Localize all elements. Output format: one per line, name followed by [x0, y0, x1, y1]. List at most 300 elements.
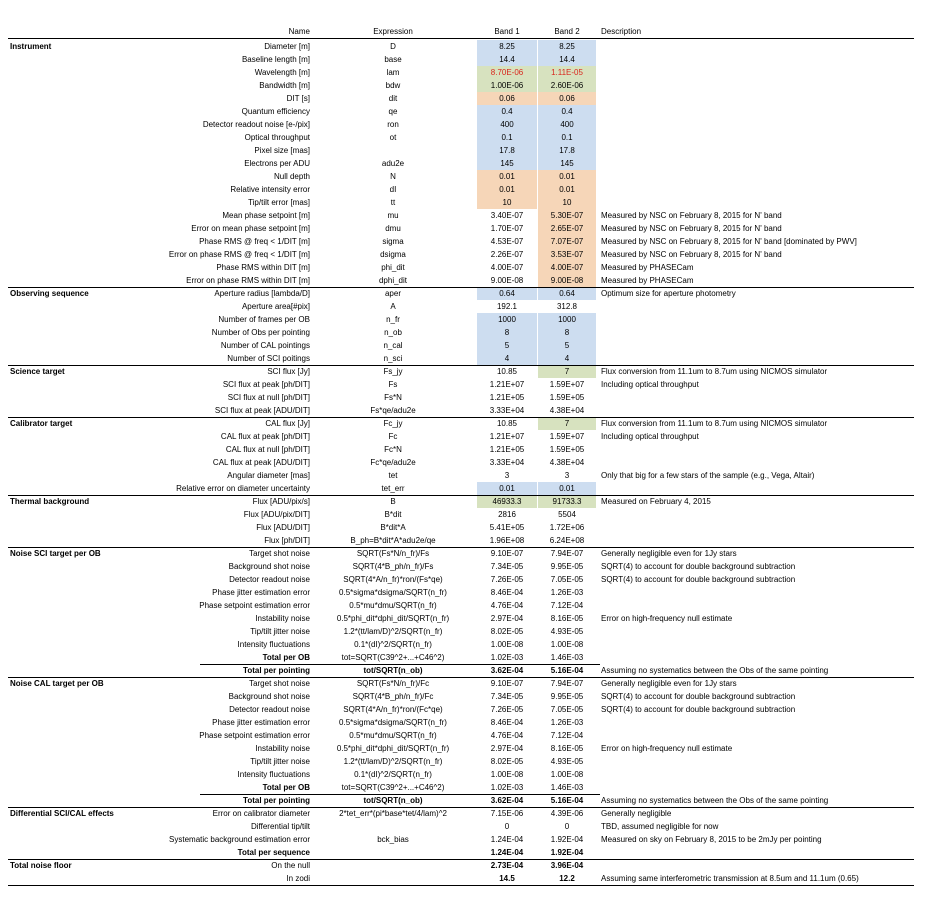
band1-value: 1.21E+05 [489, 393, 525, 402]
band1-value: 2.26E-07 [490, 250, 524, 259]
row-name: Aperture area[#pix] [241, 302, 310, 311]
row-description: Measured by NSC on February 8, 2015 for N' band [dominated by PWV] [601, 237, 857, 246]
row-description [601, 92, 926, 105]
row-description [601, 482, 926, 495]
table-row [0, 144, 926, 157]
section-label: Noise CAL target per OB [10, 679, 104, 688]
row-expression: dit [388, 94, 398, 103]
table-row [0, 209, 926, 222]
band1-value: 1.02E-03 [490, 783, 524, 792]
band1-value: 7.34E-05 [490, 692, 524, 701]
row-expression: base [384, 55, 402, 64]
row-description: Assuming same interferometric transmission at 8.5um and 11.1um (0.65) [601, 874, 859, 883]
row-expression: adu2e [381, 159, 405, 168]
band1-value: 8 [477, 326, 537, 339]
band1-value: 10 [477, 196, 537, 209]
row-expression [310, 859, 476, 872]
row-name: Detector readout noise [229, 575, 310, 584]
row-description: Measured by PHASECam [601, 263, 694, 272]
table-row [0, 482, 926, 495]
band2-value: 2.60E-06 [538, 79, 596, 92]
row-description [601, 170, 926, 183]
band2-value: 9.95E-05 [550, 562, 584, 571]
row-name: Flux [ph/DIT] [264, 536, 310, 545]
row-description: Optimum size for aperture photometry [601, 289, 736, 298]
band2-value: 8 [538, 326, 596, 339]
row-name: Tip/tilt error [mas] [248, 198, 310, 207]
row-expression: 0.1*(dI)^2/SQRT(n_fr) [354, 640, 432, 649]
band2-value: 1.92E-04 [550, 835, 584, 844]
row-expression: 0.5*mu*dmu/SQRT(n_fr) [349, 731, 437, 740]
row-expression: Fs_jy [383, 367, 403, 376]
row-expression: SQRT(4*B_ph/n_fr)/Fc [352, 692, 434, 701]
table-row [0, 443, 926, 456]
row-expression: SQRT(Fs*N/n_fr)/Fs [356, 549, 430, 558]
band1-value: 1.21E+07 [489, 380, 525, 389]
band2-value: 0.4 [538, 105, 596, 118]
band2-value: 1.59E+05 [549, 393, 585, 402]
table-row [0, 170, 926, 183]
row-name: Tip/tilt jitter noise [250, 627, 310, 636]
row-expression: 0.5*mu*dmu/SQRT(n_fr) [349, 601, 437, 610]
band2-value: 0.01 [538, 482, 596, 495]
row-name: Null depth [273, 172, 310, 181]
band2-value: 5.16E-04 [550, 666, 584, 675]
row-name: Error on mean phase setpoint [m] [191, 224, 310, 233]
table-row [0, 417, 926, 430]
band1-value: 8.70E-06 [477, 66, 537, 79]
table-row [0, 586, 926, 599]
row-description [601, 599, 926, 612]
band1-value: 3 [504, 471, 510, 480]
row-expression: tt [390, 198, 396, 207]
row-expression: dI [389, 185, 397, 194]
band2-value: 0.01 [538, 170, 596, 183]
band2-value: 4.93E-05 [550, 757, 584, 766]
row-description [601, 456, 926, 469]
row-name: In zodi [286, 874, 310, 883]
table-row [0, 768, 926, 781]
band1-value: 145 [477, 157, 537, 170]
row-name: Instability noise [255, 744, 310, 753]
row-description: Flux conversion from 11.1um to 8.7um using NICMOS simulator [601, 419, 828, 428]
table-row [0, 235, 926, 248]
band2-value: 7.12E-04 [550, 601, 584, 610]
table-row [0, 53, 926, 66]
band1-value: 3.40E-07 [490, 211, 524, 220]
row-description [601, 625, 926, 638]
band1-value: 1.00E-08 [490, 640, 524, 649]
band2-value: 0.64 [538, 287, 596, 300]
band2-value: 8.16E-05 [550, 614, 584, 623]
row-expression: 1.2*(tt/lam/D)^2/SQRT(n_fr) [343, 757, 443, 766]
row-expression: B [390, 497, 396, 506]
row-description [601, 859, 926, 872]
row-name: Phase RMS @ freq < 1/DIT [m] [199, 237, 310, 246]
row-expression: Fs*N [384, 393, 402, 402]
band1-value: 14.5 [499, 874, 515, 883]
row-expression: bdw [385, 81, 401, 90]
row-description: Flux conversion from 11.1um to 8.7um using NICMOS simulator [601, 367, 828, 376]
row-expression: n_sci [383, 354, 403, 363]
section-rule [8, 495, 914, 496]
row-expression: n_fr [386, 315, 400, 324]
band2-value: 1.72E+06 [549, 523, 585, 532]
table-row [0, 625, 926, 638]
row-description: SQRT(4) to account for double background subtraction [601, 575, 796, 584]
table-row [0, 365, 926, 378]
table-row [0, 183, 926, 196]
row-expression: ot [389, 133, 397, 142]
row-description: Generally negligible even for 1Jy stars [601, 679, 737, 688]
row-expression: qe [388, 107, 398, 116]
table-row [0, 729, 926, 742]
band2-value: 7.05E-05 [550, 705, 584, 714]
band1-value: 4.53E-07 [490, 237, 524, 246]
row-name: Tip/tilt jitter noise [250, 757, 310, 766]
band2-value: 1.59E+07 [549, 380, 585, 389]
band1-value: 0.4 [477, 105, 537, 118]
row-description [601, 755, 926, 768]
band2-value: 0.06 [538, 92, 596, 105]
row-name: Relative error on diameter uncertainty [176, 484, 310, 493]
row-description [601, 183, 926, 196]
row-description [601, 781, 926, 794]
band1-value: 46933.3 [477, 495, 537, 508]
row-expression [310, 846, 476, 859]
section-label: Instrument [10, 42, 52, 51]
row-name: Intensity fluctuations [237, 770, 310, 779]
row-expression: dmu [385, 224, 401, 233]
table-row [0, 599, 926, 612]
table-row [0, 92, 926, 105]
band1-value: 192.1 [496, 302, 518, 311]
row-name: CAL flux at peak [ADU/DIT] [212, 458, 310, 467]
band2-value: 5.16E-04 [550, 796, 584, 805]
row-name: Error on phase RMS @ freq < 1/DIT [m] [168, 250, 310, 259]
row-name: Phase setpoint estimation error [199, 731, 310, 740]
band2-value: 91733.3 [538, 495, 596, 508]
row-description: Assuming no systematics between the Obs of the same pointing [601, 666, 829, 675]
row-name: Systematic background estimation error [169, 835, 310, 844]
row-name: On the null [271, 861, 310, 870]
row-name: SCI flux [Jy] [267, 367, 310, 376]
band1-value: 14.4 [477, 53, 537, 66]
section-label: Observing sequence [10, 289, 89, 298]
table-row [0, 391, 926, 404]
table-row [0, 872, 926, 885]
row-name: CAL flux at peak [ph/DIT] [220, 432, 310, 441]
band1-value: 10.85 [496, 367, 518, 376]
band1-value: 0.1 [477, 131, 537, 144]
band2-value: 1.92E-04 [550, 848, 584, 857]
band1-value: 0.01 [477, 482, 537, 495]
row-name: Baseline length [m] [241, 55, 310, 64]
row-description: Error on high-frequency null estimate [601, 744, 733, 753]
table-row [0, 521, 926, 534]
band1-value: 7.26E-05 [490, 575, 524, 584]
row-description: SQRT(4) to account for double background subtraction [601, 705, 796, 714]
table-row [0, 495, 926, 508]
band2-value: 4.93E-05 [550, 627, 584, 636]
band2-value: 145 [538, 157, 596, 170]
row-description [601, 768, 926, 781]
table-row [0, 287, 926, 300]
row-description [601, 716, 926, 729]
band2-value: 12.2 [559, 874, 575, 883]
table-row [0, 560, 926, 573]
band1-value: 3.62E-04 [490, 666, 524, 675]
table-row [0, 794, 926, 807]
table-row [0, 547, 926, 560]
row-name: Detector readout noise [229, 705, 310, 714]
band2-value: 312.8 [556, 302, 578, 311]
row-expression: tet [388, 471, 398, 480]
band2-value: 7.94E-07 [550, 679, 584, 688]
row-description [601, 391, 926, 404]
row-expression: N [390, 172, 396, 181]
row-description: Only that big for a few stars of the sample (e.g., Vega, Altair) [601, 471, 815, 480]
band1-value: 1.02E-03 [490, 653, 524, 662]
table-row [0, 105, 926, 118]
row-description: Including optical throughput [601, 432, 699, 441]
row-expression: 0.5*phi_dit*dphi_dit/SQRT(n_fr) [336, 744, 450, 753]
row-expression: SQRT(Fs*N/n_fr)/Fc [356, 679, 430, 688]
band2-value: 4.39E-06 [550, 809, 584, 818]
band2-value: 10 [538, 196, 596, 209]
row-expression: n_ob [384, 328, 402, 337]
section-rule [8, 287, 914, 288]
band1-value: 0.06 [477, 92, 537, 105]
band2-value: 4 [538, 352, 596, 365]
row-description [601, 118, 926, 131]
band1-value: 3.33E+04 [489, 458, 525, 467]
section-rule [8, 807, 914, 808]
band1-value: 0.64 [477, 287, 537, 300]
band2-value: 8.16E-05 [550, 744, 584, 753]
band1-value: 2.97E-04 [490, 614, 524, 623]
row-name: Wavelength [m] [254, 68, 310, 77]
band1-value: 2.97E-04 [490, 744, 524, 753]
table-row [0, 833, 926, 846]
band2-value: 1.59E+07 [549, 432, 585, 441]
row-name: Number of CAL pointings [220, 341, 310, 350]
row-expression: SQRT(4*A/n_fr)*ron/(Fs*qe) [343, 575, 443, 584]
section-rule [8, 859, 914, 860]
row-expression: dsigma [380, 250, 406, 259]
row-expression: A [390, 302, 396, 311]
band2-value: 3.53E-07 [538, 248, 596, 261]
table-row [0, 690, 926, 703]
row-name: Detector readout noise [e-/pix] [202, 120, 310, 129]
row-expression: Fc*qe/adu2e [370, 458, 416, 467]
row-description [601, 521, 926, 534]
row-expression: sigma [382, 237, 404, 246]
band1-value: 17.8 [477, 144, 537, 157]
row-expression: SQRT(4*B_ph/n_fr)/Fs [352, 562, 434, 571]
band2-value: 5 [538, 339, 596, 352]
row-name: Differential tip/tilt [251, 822, 310, 831]
band1-value: 8.02E-05 [490, 757, 524, 766]
row-description [601, 508, 926, 521]
band1-value: 9.10E-07 [490, 549, 524, 558]
band1-value: 8.25 [477, 40, 537, 53]
row-name: CAL flux [Jy] [265, 419, 310, 428]
row-name: Total per OB [262, 783, 310, 792]
section-rule [8, 677, 914, 678]
row-expression: B*dit [384, 510, 402, 519]
row-expression: 1.2*(tt/lam/D)^2/SQRT(n_fr) [343, 627, 443, 636]
row-description [601, 534, 926, 547]
row-description: Generally negligible [601, 809, 672, 818]
band2-value: 4.38E+04 [549, 406, 585, 415]
table-row [0, 807, 926, 820]
table-row [0, 456, 926, 469]
band2-value: 4.38E+04 [549, 458, 585, 467]
band2-value: 2.65E-07 [538, 222, 596, 235]
row-name: Total per sequence [237, 848, 310, 857]
band1-value: 8.46E-04 [490, 718, 524, 727]
table-row [0, 677, 926, 690]
row-description [601, 846, 926, 859]
table-row [0, 196, 926, 209]
row-name: Target shot noise [249, 679, 310, 688]
row-description: Error on high-frequency null estimate [601, 614, 733, 623]
table-row [0, 157, 926, 170]
band2-value: 14.4 [538, 53, 596, 66]
section-label: Calibrator target [10, 419, 73, 428]
header-expression: Expression [373, 27, 413, 36]
band2-value: 7 [538, 365, 596, 378]
band1-value: 9.10E-07 [490, 679, 524, 688]
row-expression: mu [387, 211, 399, 220]
band1-value: 7.26E-05 [490, 705, 524, 714]
row-expression [310, 872, 476, 885]
band1-value: 400 [477, 118, 537, 131]
table-row [0, 638, 926, 651]
row-name: Flux [ADU/pix/s] [252, 497, 310, 506]
band2-value: 1.00E-08 [550, 770, 584, 779]
row-expression: 0.5*sigma*dsigma/SQRT(n_fr) [339, 718, 447, 727]
row-name: Optical throughput [244, 133, 310, 142]
band2-value: 1.46E-03 [550, 653, 584, 662]
row-name: Angular diameter [mas] [227, 471, 310, 480]
table-row [0, 742, 926, 755]
row-name: Intensity fluctuations [237, 640, 310, 649]
table-row [0, 534, 926, 547]
row-expression: 2*tet_err*(pi*base*tet/4/lam)^2 [339, 809, 447, 818]
row-description [601, 352, 926, 365]
header-band2: Band 2 [554, 27, 580, 36]
row-description [601, 66, 926, 79]
table-row [0, 313, 926, 326]
band1-value: 0.01 [477, 170, 537, 183]
band1-value: 1.96E+08 [489, 536, 525, 545]
row-expression: SQRT(4*A/n_fr)*ron/(Fc*qe) [343, 705, 443, 714]
row-expression: 0.5*phi_dit*dphi_dit/SQRT(n_fr) [336, 614, 450, 623]
row-description [601, 339, 926, 352]
band1-value: 7.34E-05 [490, 562, 524, 571]
table-row [0, 118, 926, 131]
band2-value: 7.94E-07 [550, 549, 584, 558]
row-name: Bandwidth [m] [259, 81, 310, 90]
row-description [601, 157, 926, 170]
row-description [601, 300, 926, 313]
row-description [601, 144, 926, 157]
row-expression: tet_err [381, 484, 405, 493]
row-description [601, 53, 926, 66]
table-row [0, 573, 926, 586]
band1-value: 4 [477, 352, 537, 365]
row-description: SQRT(4) to account for double background subtraction [601, 562, 796, 571]
band2-value: 17.8 [538, 144, 596, 157]
section-label: Noise SCI target per OB [10, 549, 101, 558]
row-name: Background shot noise [228, 692, 310, 701]
band2-value: 1.11E-05 [538, 66, 596, 79]
band2-value: 1.59E+05 [549, 445, 585, 454]
row-name: DIT [s] [286, 94, 310, 103]
band2-value: 0.01 [538, 183, 596, 196]
row-expression: B_ph=B*dit*A*adu2e/qe [350, 536, 436, 545]
band1-value: 1.70E-07 [490, 224, 524, 233]
header-description: Description [601, 27, 642, 36]
band2-value: 4.00E-07 [538, 261, 596, 274]
row-name: Background shot noise [228, 562, 310, 571]
row-description: Measured on sky on February 8, 2015 to be 2mJy per pointing [601, 835, 822, 844]
row-description: Measured by NSC on February 8, 2015 for N' band [601, 224, 782, 233]
band1-value: 0 [504, 822, 510, 831]
row-expression: tot=SQRT(C39^2+...+C46^2) [341, 783, 445, 792]
row-name: Diameter [m] [264, 42, 310, 51]
row-name: Mean phase setpoint [m] [222, 211, 310, 220]
row-expression: Fc*N [384, 445, 402, 454]
table-row [0, 430, 926, 443]
band2-value: 6.24E+08 [549, 536, 585, 545]
row-name: SCI flux at peak [ph/DIT] [222, 380, 310, 389]
band1-value: 3.33E+04 [489, 406, 525, 415]
section-rule [8, 547, 914, 548]
row-name: Relative intensity error [230, 185, 310, 194]
band1-value: 1.21E+05 [489, 445, 525, 454]
row-expression: D [390, 42, 396, 51]
row-name: Phase RMS within DIT [m] [216, 263, 310, 272]
row-expression: 0.5*sigma*dsigma/SQRT(n_fr) [339, 588, 447, 597]
band2-value: 0 [564, 822, 570, 831]
table-row [0, 859, 926, 872]
band2-value: 5504 [558, 510, 576, 519]
band1-value: 1.00E-06 [477, 79, 537, 92]
row-expression: Fc [388, 432, 398, 441]
band1-value: 3.62E-04 [490, 796, 524, 805]
row-description: Including optical throughput [601, 380, 699, 389]
band2-value: 1.46E-03 [550, 783, 584, 792]
band1-value: 5.41E+05 [489, 523, 525, 532]
band2-value: 5.30E-07 [538, 209, 596, 222]
table-row [0, 66, 926, 79]
band1-value: 2.73E-04 [490, 861, 524, 870]
band1-value: 2816 [498, 510, 516, 519]
table-row [0, 703, 926, 716]
row-name: Number of Obs per pointing [211, 328, 310, 337]
row-expression [310, 144, 476, 157]
section-label: Total noise floor [10, 861, 72, 870]
row-expression: 0.1*(dI)^2/SQRT(n_fr) [354, 770, 432, 779]
table-row [0, 274, 926, 287]
row-description: Measured by NSC on February 8, 2015 for N' band [601, 211, 782, 220]
band1-value: 4.76E-04 [490, 601, 524, 610]
row-name: Number of SCI poitings [227, 354, 310, 363]
band1-value: 1.00E-08 [490, 770, 524, 779]
